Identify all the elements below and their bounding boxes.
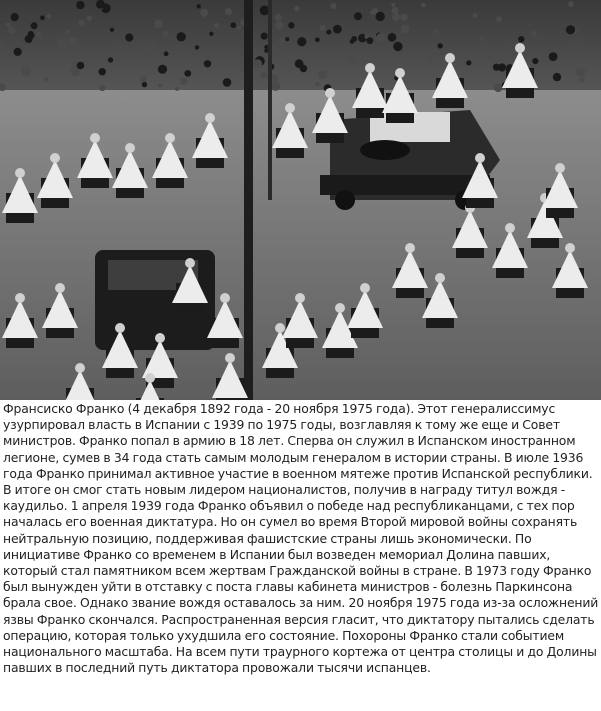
crowd-head bbox=[553, 73, 561, 81]
crowd-head bbox=[330, 3, 336, 9]
crowd-head bbox=[566, 25, 575, 34]
crowd-head bbox=[132, 48, 140, 56]
crowd-head bbox=[58, 38, 67, 47]
crowd-head bbox=[237, 26, 241, 30]
crowd-head bbox=[163, 31, 169, 37]
crowd-head bbox=[158, 83, 162, 87]
crowd-head bbox=[354, 12, 362, 20]
crowd-head bbox=[180, 77, 188, 85]
crowd-head bbox=[532, 58, 538, 64]
crowd-head bbox=[388, 33, 397, 42]
crowd-head bbox=[28, 31, 34, 37]
crowd-head bbox=[438, 43, 443, 48]
crowd-head bbox=[326, 30, 331, 35]
crowd-head bbox=[225, 8, 232, 15]
crowd-head bbox=[6, 23, 11, 28]
crowd-head bbox=[421, 3, 426, 8]
crowd-head bbox=[294, 6, 300, 12]
crowd-head bbox=[140, 76, 147, 83]
crowd-head bbox=[184, 70, 191, 77]
crowd-head bbox=[391, 3, 395, 7]
crowd-head bbox=[96, 0, 105, 9]
crowd-head bbox=[300, 65, 307, 72]
crowd-head bbox=[318, 70, 327, 79]
crowd-head bbox=[117, 46, 123, 52]
caption-text: Франсиско Франко (4 декабря 1892 года - 20 ноября 1975 года). Этот генералиссимус узурпировал власть в Испании с 1939 по 1975 годы, возглавляя к тому же еще и Совет министров. Франко попал в армию в 18 лет. Сперва он служил в Испанском иностранном легионе, сумев в 34 года стать самым молодым генералом в истории страны. В июле 1936 года Франко принимал активное участие в военном мятеже против Испанской республики. В итоге он смог стать новым лидером националистов, получив в награду титул вождя - каудильо. 1 апреля 1939 года Франко объявил о победе над республиканцами, с тех пор началась его военная диктатура. Но он сумел во время Второй мировой войны сохранять нейтральную позицию, поддерживая фашистские страны лишь экономически. По инициативе Франко со временем в Испании был возведен мемориал Долина павших, который стал памятником всем жертвам Гражданской войны в стране. В 1973 году Франко был вынужден уйти в отставку с поста главы кабинета министров - болезнь Паркинсона брала свое. Однако звание вождя оставалось за ним. 20 ноября 1975 года из-за осложнений язвы Франко скончался. Распространенная версия гласит, что диктатору пытались сделать операцию, которая только ухудшила его состояние. Похороны Франко стали событием национального масштаба. На всем пути траурного кортежа от центра столицы и до Долины павших в последний путь диктатора провожали тысячи испанцев. bbox=[3, 401, 599, 676]
crowd-head bbox=[473, 13, 478, 18]
crowd-head bbox=[498, 63, 506, 71]
crowd-head bbox=[535, 50, 540, 55]
crowd-head bbox=[40, 15, 45, 20]
crowd-head bbox=[349, 57, 356, 64]
crowd-head bbox=[77, 62, 85, 70]
crowd-head bbox=[315, 82, 320, 87]
thin-pole bbox=[268, 0, 272, 200]
crowd-head bbox=[288, 22, 294, 28]
crowd-head bbox=[195, 45, 199, 49]
crowd-head bbox=[11, 13, 19, 21]
crowd-head bbox=[36, 32, 41, 37]
crowd-head bbox=[575, 46, 579, 50]
crowd-head bbox=[531, 31, 536, 36]
crowd-head bbox=[370, 10, 375, 15]
crowd-head bbox=[230, 22, 236, 28]
crowd-head bbox=[496, 16, 502, 22]
crowd-head bbox=[214, 23, 219, 28]
crowd-head bbox=[297, 37, 306, 46]
crowd-head bbox=[279, 38, 285, 44]
crowd-head bbox=[549, 52, 558, 61]
crowd-head bbox=[428, 56, 434, 62]
crowd-head bbox=[264, 45, 268, 49]
crowd-head bbox=[401, 25, 410, 34]
crowd-head bbox=[434, 29, 438, 33]
crowd-head bbox=[14, 48, 22, 56]
crowd-head bbox=[260, 72, 267, 79]
crowd-head bbox=[155, 20, 163, 28]
crowd-head bbox=[400, 14, 407, 21]
crowd-head bbox=[568, 1, 574, 7]
crowd-head bbox=[494, 83, 503, 92]
crowd-head bbox=[271, 82, 280, 91]
crowd-head bbox=[392, 13, 400, 21]
crowd-head bbox=[253, 59, 262, 68]
crowd-head bbox=[376, 12, 385, 21]
crowd-head bbox=[205, 55, 210, 60]
crowd-head bbox=[261, 33, 268, 40]
crowd-head bbox=[579, 77, 584, 82]
crowd-head bbox=[8, 27, 16, 35]
crowd-head bbox=[315, 37, 320, 42]
crowd-head bbox=[44, 77, 48, 81]
crowd-head bbox=[125, 33, 133, 41]
crowd-head bbox=[99, 68, 106, 75]
crowd-head bbox=[333, 25, 342, 34]
crowd-head bbox=[177, 32, 186, 41]
crowd-head bbox=[376, 33, 385, 42]
crowd-head bbox=[76, 1, 84, 9]
crowd-head bbox=[392, 7, 399, 14]
crowd-head bbox=[223, 78, 232, 87]
crowd-head bbox=[204, 60, 211, 67]
crowd-head bbox=[320, 25, 326, 31]
crowd-head bbox=[142, 82, 147, 87]
crowd-head bbox=[142, 45, 149, 52]
crowd-head bbox=[209, 32, 213, 36]
crowd-head bbox=[332, 50, 337, 55]
crowd-head bbox=[466, 60, 471, 65]
crowd-head bbox=[366, 37, 373, 44]
crowd-head bbox=[275, 21, 284, 30]
crowd-head bbox=[285, 37, 289, 41]
crowd-head bbox=[164, 51, 169, 56]
crowd-head bbox=[350, 39, 355, 44]
crowd-head bbox=[200, 9, 208, 17]
crowd-head bbox=[150, 42, 155, 47]
crowd-head bbox=[518, 36, 524, 42]
crowd-head bbox=[31, 22, 38, 29]
crowd-head bbox=[99, 85, 106, 92]
lamp-pole bbox=[244, 0, 253, 400]
crowd-head bbox=[575, 53, 581, 59]
crowd-head bbox=[197, 4, 201, 8]
crowd-head bbox=[264, 49, 268, 53]
crowd-head bbox=[486, 53, 493, 60]
crowd-head bbox=[21, 66, 31, 76]
crowd-head bbox=[86, 15, 92, 21]
crowd-head bbox=[108, 57, 113, 62]
crowd-head bbox=[110, 28, 114, 32]
crowd-head bbox=[292, 49, 297, 54]
crowd-head bbox=[47, 14, 52, 19]
crowd-head bbox=[393, 42, 402, 51]
crowd-head bbox=[68, 37, 78, 47]
crowd-head bbox=[175, 87, 179, 91]
crowd-head bbox=[275, 14, 282, 21]
crowd-head bbox=[480, 37, 485, 42]
crowd-head bbox=[78, 20, 85, 27]
crowd-head bbox=[65, 30, 70, 35]
crowd-head bbox=[158, 65, 167, 74]
crowd-head bbox=[576, 67, 586, 77]
